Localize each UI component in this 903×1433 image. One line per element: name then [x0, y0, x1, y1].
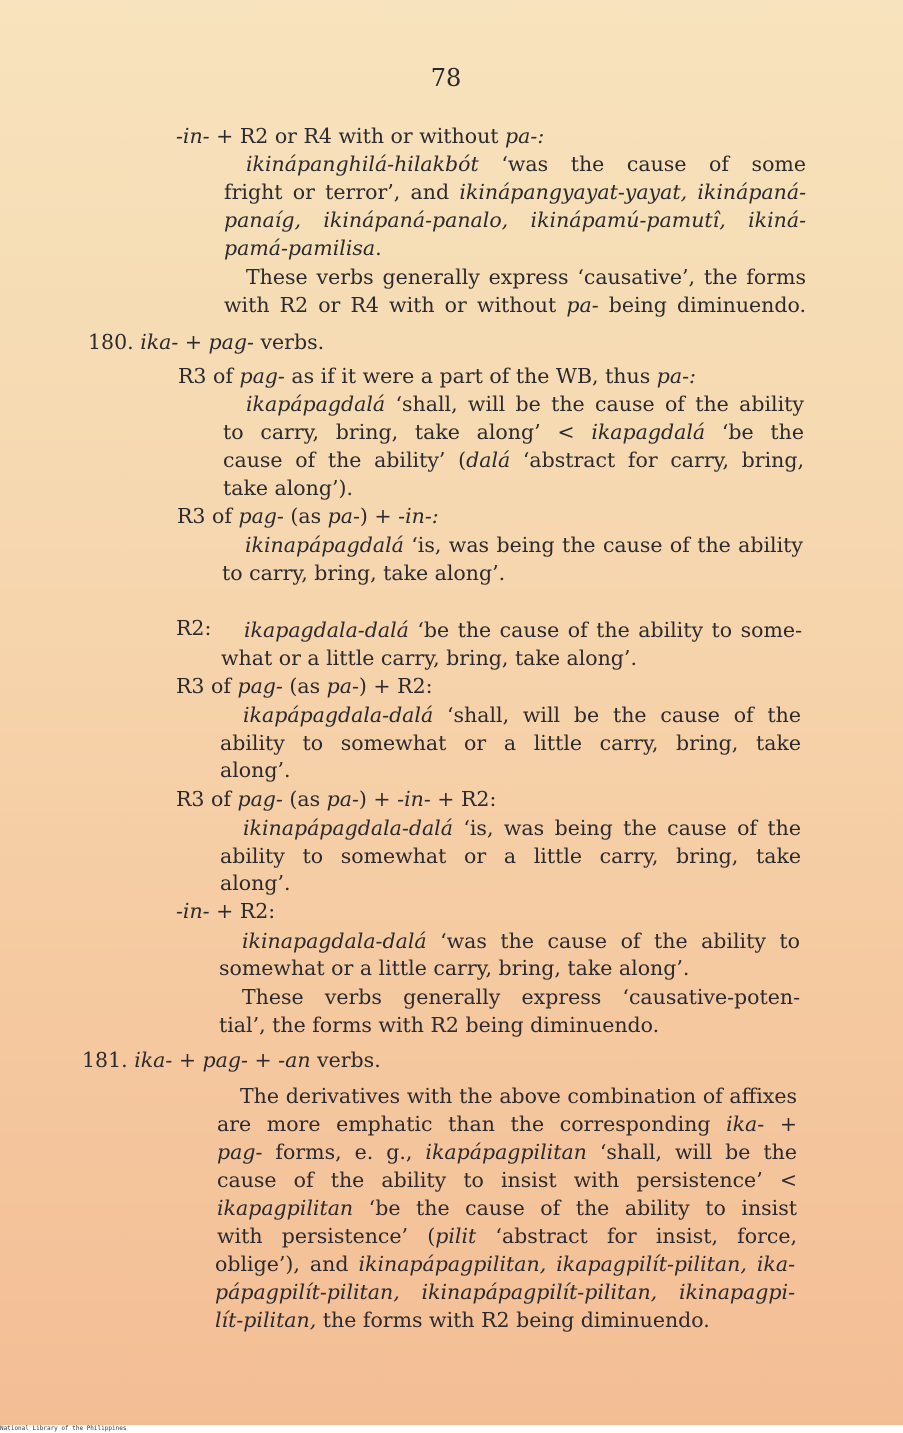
text-line: lít-pilitan, the forms with R2 being diminuendo.	[215, 1308, 710, 1332]
text-line: what or a little carry, bring, take along’.	[221, 646, 637, 670]
text-line: -in- + R2 or R4 with or without pa-:	[176, 124, 545, 148]
text-line: ikinapagdala-dalá ‘was the cause of the ability to	[242, 929, 800, 953]
text-line: with R2 or R4 with or without pa- being diminuendo.	[224, 293, 806, 317]
text-line: R3 of pag- (as pa-) + R2:	[176, 674, 433, 698]
text-line: These verbs generally express ‘causative-poten-	[242, 985, 800, 1009]
text-line: panaíg, ikinápaná-panalo, ikinápamú-pamutî, ikiná-	[224, 208, 806, 232]
footer-credit: National Library of the Philippines	[0, 1425, 903, 1433]
text-line: R3 of pag- (as pa-) + -in- + R2:	[176, 787, 497, 811]
text-line: ikapagdala-dalá ‘be the cause of the ability to some-	[244, 618, 802, 642]
text-line: along’.	[220, 871, 291, 895]
text-line: ikapápagdala-dalá ‘shall, will be the cause of the	[243, 703, 801, 727]
section-heading-180: 180. ika- + pag- verbs.	[88, 330, 325, 354]
page-number: 78	[430, 64, 462, 92]
text-line: pamá-pamilisa.	[224, 236, 382, 260]
text-line: take along’).	[223, 476, 354, 500]
text-line: fright or terror’, and ikinápangyayat-yayat, ikinápaná-	[224, 180, 807, 204]
text-line: oblige’), and ikinapápagpilitan, ikapagpilít-pilitan, ika-	[215, 1252, 795, 1276]
text-line: cause of the ability’ (dalá ‘abstract for carry, bring,	[223, 448, 804, 472]
text-line: R3 of pag- as if it were a part of the WB, thus pa-:	[178, 364, 696, 388]
text-line: ikinapápagdalá ‘is, was being the cause of the ability	[245, 533, 803, 557]
text-line: are more emphatic than the corresponding ika- +	[217, 1112, 797, 1136]
text-line: ikapápagdalá ‘shall, will be the cause of the ability	[246, 392, 804, 416]
text-line: ikinápanghilá-hilakbót ‘was the cause of some	[246, 152, 806, 176]
text-line: along’.	[220, 758, 291, 782]
text-line: These verbs generally express ‘causative’, the forms	[246, 265, 806, 289]
text-line: -in- + R2:	[176, 899, 276, 923]
text-line: pag- forms, e. g., ikapápagpilitan ‘shall, will be the	[217, 1140, 797, 1164]
text-line: ikapagpilitan ‘be the cause of the ability to insist	[217, 1196, 797, 1220]
text-line: to carry, bring, take along’ < ikapagdalá ‘be the	[223, 420, 804, 444]
text-line: tial’, the forms with R2 being diminuendo.	[219, 1013, 660, 1037]
text-line: ability to somewhat or a little carry, bring, take	[220, 731, 801, 755]
text-line: cause of the ability to insist with persistence’ <	[217, 1168, 797, 1192]
section-heading-181: 181. ika- + pag- + -an verbs.	[82, 1048, 381, 1072]
text-line: with persistence’ (pilit ‘abstract for insist, force,	[217, 1224, 797, 1248]
text-line: The derivatives with the above combination of affixes	[240, 1084, 797, 1108]
text-line: to carry, bring, take along’.	[222, 561, 506, 585]
text-line: pápagpilít-pilitan, ikinapápagpilít-pilitan, ikinapagpi-	[215, 1280, 795, 1304]
text-line: ikinapápagdala-dalá ‘is, was being the cause of the	[243, 816, 801, 840]
text-line: somewhat or a little carry, bring, take along’.	[219, 956, 690, 980]
text-line: R2:	[176, 616, 212, 640]
text-line: ability to somewhat or a little carry, bring, take	[220, 844, 801, 868]
text-line: R3 of pag- (as pa-) + -in-:	[177, 504, 439, 528]
